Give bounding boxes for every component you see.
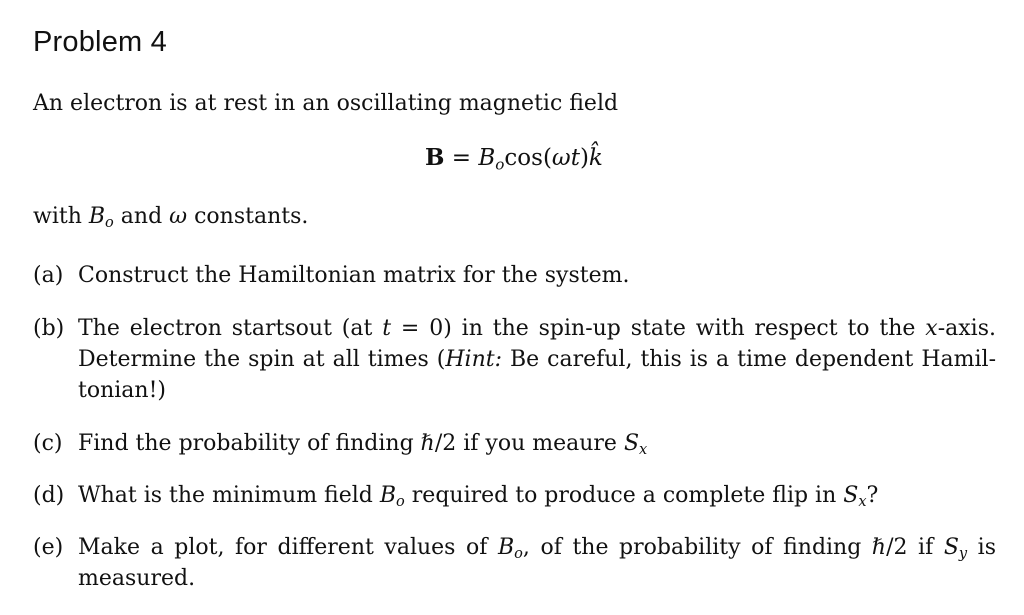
constants-post: constants. — [187, 204, 309, 229]
omega-symbol: ω — [551, 145, 571, 171]
part-d-post: ? — [866, 483, 879, 508]
part-d-field-symbol: B — [379, 483, 397, 508]
part-b-line-3: tonian!) — [78, 378, 166, 403]
part-d-pre: What is the minimum field — [78, 483, 380, 508]
equals-sign: = — [451, 145, 472, 171]
part-c-label: (c) — [33, 431, 63, 456]
part-b-time-symbol: t — [382, 316, 392, 341]
cos-function: cos( — [504, 145, 552, 171]
part-d-text — [78, 480, 878, 511]
part-c-pre: Find the probability of finding — [78, 431, 421, 456]
part-c-hbar-symbol: ℏ — [420, 431, 435, 456]
part-d-field-subscript: o — [396, 494, 405, 511]
constants-pre: with — [33, 204, 89, 229]
part-b-x-symbol: x — [925, 316, 938, 341]
part-e-line-1 — [78, 532, 996, 563]
constants-text — [33, 201, 308, 232]
part-e-label: (e) — [33, 535, 64, 560]
time-symbol: t — [570, 145, 580, 171]
part-e-spin-symbol: S — [943, 535, 959, 560]
constants-omega-symbol: ω — [169, 204, 188, 229]
part-e-post: is — [967, 535, 996, 560]
intro-text: An electron is at rest in an oscillating magnetic field — [33, 91, 619, 116]
part-d-label: (d) — [33, 483, 65, 508]
constants-and: and — [113, 204, 170, 229]
part-e-field-subscript: o — [514, 546, 523, 563]
part-c-mid: /2 if you meaure — [434, 431, 624, 456]
k-hat-symbol: k̂ — [588, 145, 603, 171]
part-b-line-1 — [78, 313, 996, 344]
constants-b-symbol: B — [88, 204, 106, 229]
part-e-line-2: measured. — [78, 566, 196, 591]
part-b-line-1-post: -axis. — [937, 316, 996, 341]
part-b-line-1-mid: = 0) in the spin-up state with respect to the — [391, 316, 926, 341]
magnetic-field-equation — [425, 142, 603, 174]
part-e-mid: , of the probability of finding — [522, 535, 872, 560]
part-a-label: (a) — [33, 263, 64, 288]
part-d-spin-subscript: x — [858, 494, 867, 511]
part-e-pre: Make a plot, for different values of — [78, 535, 498, 560]
part-b-line-2 — [78, 344, 996, 375]
field-amplitude-subscript: o — [495, 155, 505, 174]
part-b-line-2-post: Be careful, this is a time dependent Hamil- — [502, 347, 997, 372]
part-e-mid2: /2 if — [886, 535, 944, 560]
part-b-line-2-pre: Determine the spin at all times ( — [78, 347, 446, 372]
field-amplitude-symbol: B — [478, 145, 496, 171]
part-c-spin-symbol: S — [623, 431, 640, 456]
part-e-spin-subscript: y — [958, 546, 968, 563]
part-e-hbar-symbol: ℏ — [871, 535, 887, 560]
part-a-text: Construct the Hamiltonian matrix for the system. — [78, 263, 630, 288]
close-paren: ) — [579, 145, 589, 171]
problem-title: Problem 4 — [33, 26, 167, 58]
part-d-spin-symbol: S — [843, 483, 859, 508]
part-b-label: (b) — [33, 316, 65, 341]
part-e-field-symbol: B — [498, 535, 515, 560]
part-d-mid: required to produce a complete flip in — [404, 483, 844, 508]
part-c-text — [78, 428, 647, 459]
part-b-line-1-pre: The electron startsout (at — [78, 316, 383, 341]
part-b-hint-label: Hint: — [445, 347, 503, 372]
constants-b-subscript: o — [105, 215, 114, 232]
field-vector-symbol: B — [425, 144, 445, 171]
part-c-spin-subscript: x — [639, 442, 648, 459]
